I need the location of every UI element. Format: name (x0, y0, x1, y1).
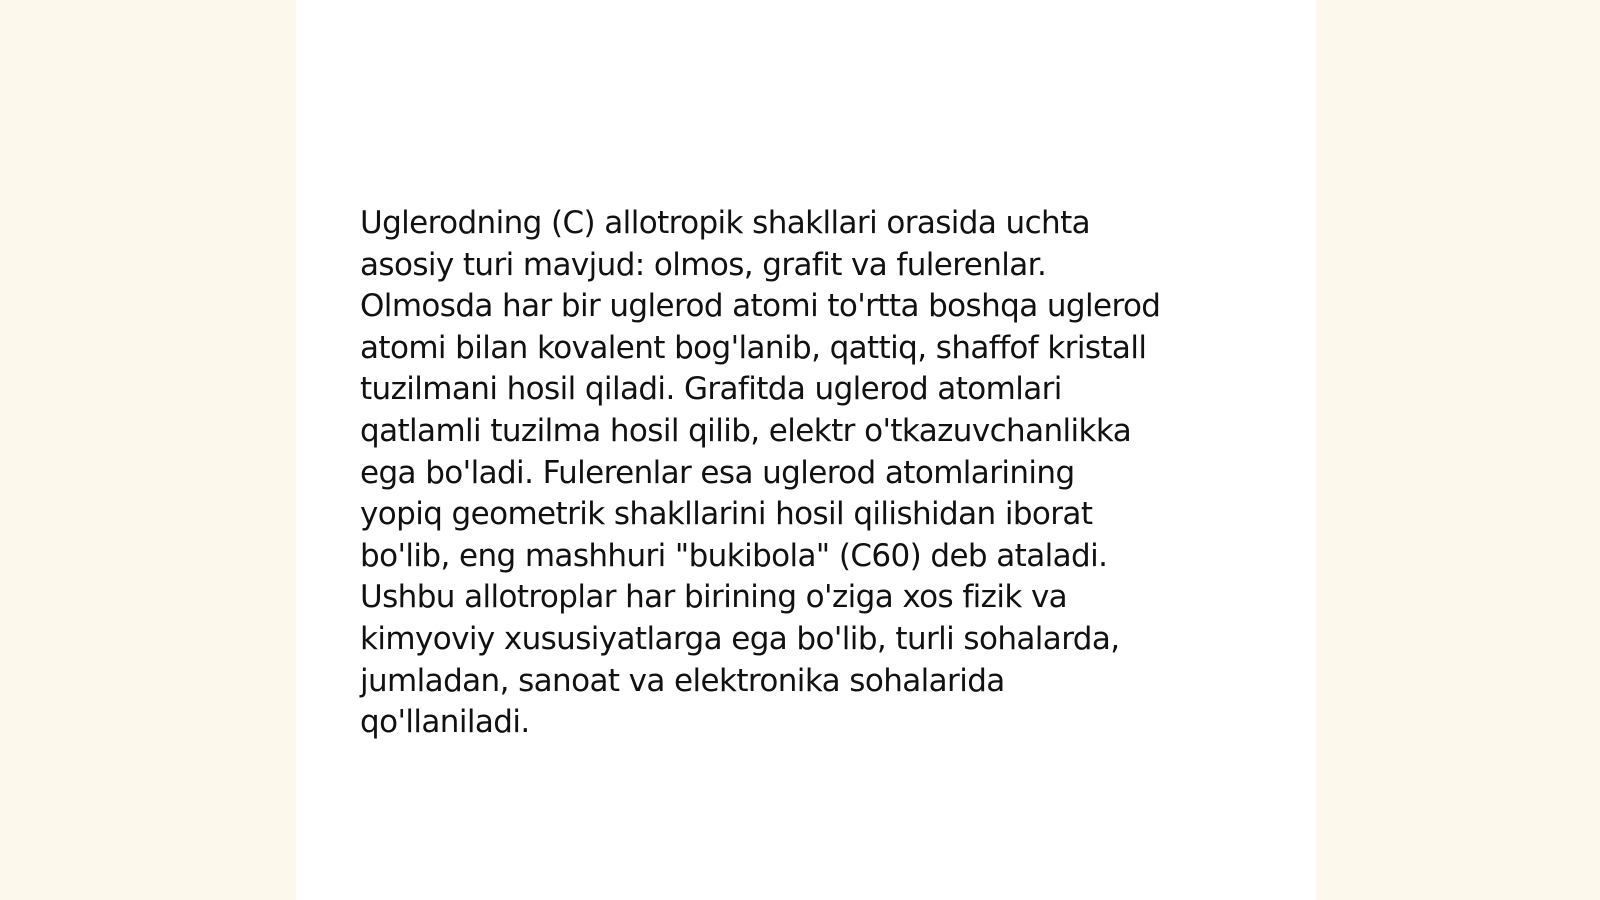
paragraph-line: qatlamli tuzilma hosil qilib, elektr o'tkazuvchanlikka (360, 412, 1132, 449)
paragraph-line: bo'lib, eng mashhuri "bukibola" (C60) deb ataladi. (360, 537, 1108, 574)
paragraph-line: ega bo'ladi. Fulerenlar esa uglerod atomlarining (360, 454, 1075, 491)
paragraph-line: qo'llaniladi. (360, 704, 530, 741)
paragraph-line: kimyoviy xususiyatlarga ega bo'lib, turli sohalarda, (360, 620, 1120, 657)
document-page (296, 0, 1316, 900)
body-paragraph (360, 203, 1260, 744)
paragraph-line: Ushbu allotroplar har birining o'ziga xos fizik va (360, 579, 1068, 616)
paragraph-line: Olmosda har bir uglerod atomi to'rtta boshqa uglerod (360, 288, 1161, 325)
paragraph-line: asosiy turi mavjud: olmos, grafit va fulerenlar. (360, 246, 1047, 283)
paragraph-line: yopiq geometrik shakllarini hosil qilishidan iborat (360, 496, 1093, 533)
paragraph-line: jumladan, sanoat va elektronika sohalarida (360, 662, 1005, 699)
paragraph-line: Uglerodning (C) allotropik shakllari orasida uchta (360, 205, 1091, 241)
paragraph-line: atomi bilan kovalent bog'lanib, qattiq, shaffof kristall (360, 329, 1147, 366)
paragraph-line: tuzilmani hosil qiladi. Grafitda uglerod atomlari (360, 371, 1062, 408)
